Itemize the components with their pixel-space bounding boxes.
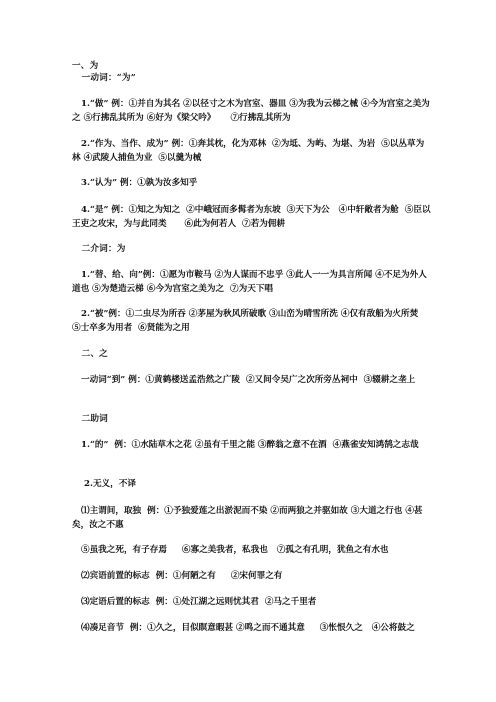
paragraph: ⑴主谓间，取独 例：①予独爱莲之出淤泥而不染 ②而两狼之并驱如故 ③大道之行也 ④甚矣，汝之不惠 bbox=[72, 506, 423, 530]
paragraph: ⑵宾语前置的标志 例：①何陋之有 ②宋何罪之有 bbox=[72, 571, 283, 581]
paragraph: ⑷凑足音节 例：①久之，目似瞑意暇甚 ②鸣之而不通其意 ③怅恨久之 ④公将鼓之 bbox=[72, 623, 415, 633]
paragraph: 2.“作为、当作、成为” 例：①奔其枕，化为邓林 ②为坻、为屿、为堪、为岩 ⑤以丛草为林 ④武陵人捕鱼为业 ⑤以羹为械 bbox=[72, 139, 425, 163]
paragraph: 3.“认为” 例：①孰为汝多知乎 bbox=[72, 178, 198, 188]
paragraph: 4.“是” 例：①知之为知之 ②中峨冠而多髯者为东坡 ③天下为公 ④中轩敞者为舱 ⑤臣以王吏之攻宋，为与此同类 ⑥此为何若人 ⑦若为佣耕 bbox=[72, 205, 431, 229]
paragraph: 2.无义，不译 bbox=[72, 479, 136, 489]
paragraph: ⑶定语后置的标志 例：①处江湖之远则忧其君 ②马之千里者 bbox=[72, 597, 317, 607]
section-heading-wei: 一、为 bbox=[72, 61, 99, 71]
paragraph: 1.“做” 例：①并自为其名 ②以径寸之木为宫室、器皿 ③为我为云梯之械 ④今为宫室之美为之 ⑤行拂乱其所为 ⑥好为《梁父吟》 ⑦行拂乱其所为 bbox=[72, 99, 430, 123]
subheading-particle: 二助词 bbox=[72, 414, 108, 424]
paragraph: ⑤虽我之死，有子存焉 ⑥寡之美我者，私我也 ⑦孤之有孔明，犹鱼之有水也 bbox=[72, 545, 389, 555]
paragraph: 一动词“到” 例：①黄鹤楼送孟浩然之广陵 ②又间令吴广之次所旁丛祠中 ③辍耕之垄上 bbox=[72, 375, 416, 385]
subheading-preposition: 二介词：为 bbox=[72, 244, 126, 254]
paragraph: 2.“被”例：①二虫尽为所吞 ②茅屋为秋风所破歌 ③山峦为晴雪所洗 ④仅有敌船为火所焚 ⑤士卒多为用者 ⑥贤能为之用 bbox=[72, 309, 425, 333]
section-heading-zhi: 二、之 bbox=[72, 349, 108, 359]
paragraph: 1.“的” 例：①水陆草木之花 ②虽有千里之能 ③醉翁之意不在酒 ④燕雀安知鸿鹄之志哉 bbox=[72, 440, 419, 450]
subheading-verb: 一动词：“为” bbox=[72, 73, 136, 83]
paragraph: 1.“替、给、向”例：①愿为市鞍马 ②为人谋而不忠乎 ③此人一一为具言所闻 ④不足为外人道也 ⑤为楚造云梯 ⑥今为宫室之美为之 ⑦为天下唱 bbox=[72, 270, 427, 294]
